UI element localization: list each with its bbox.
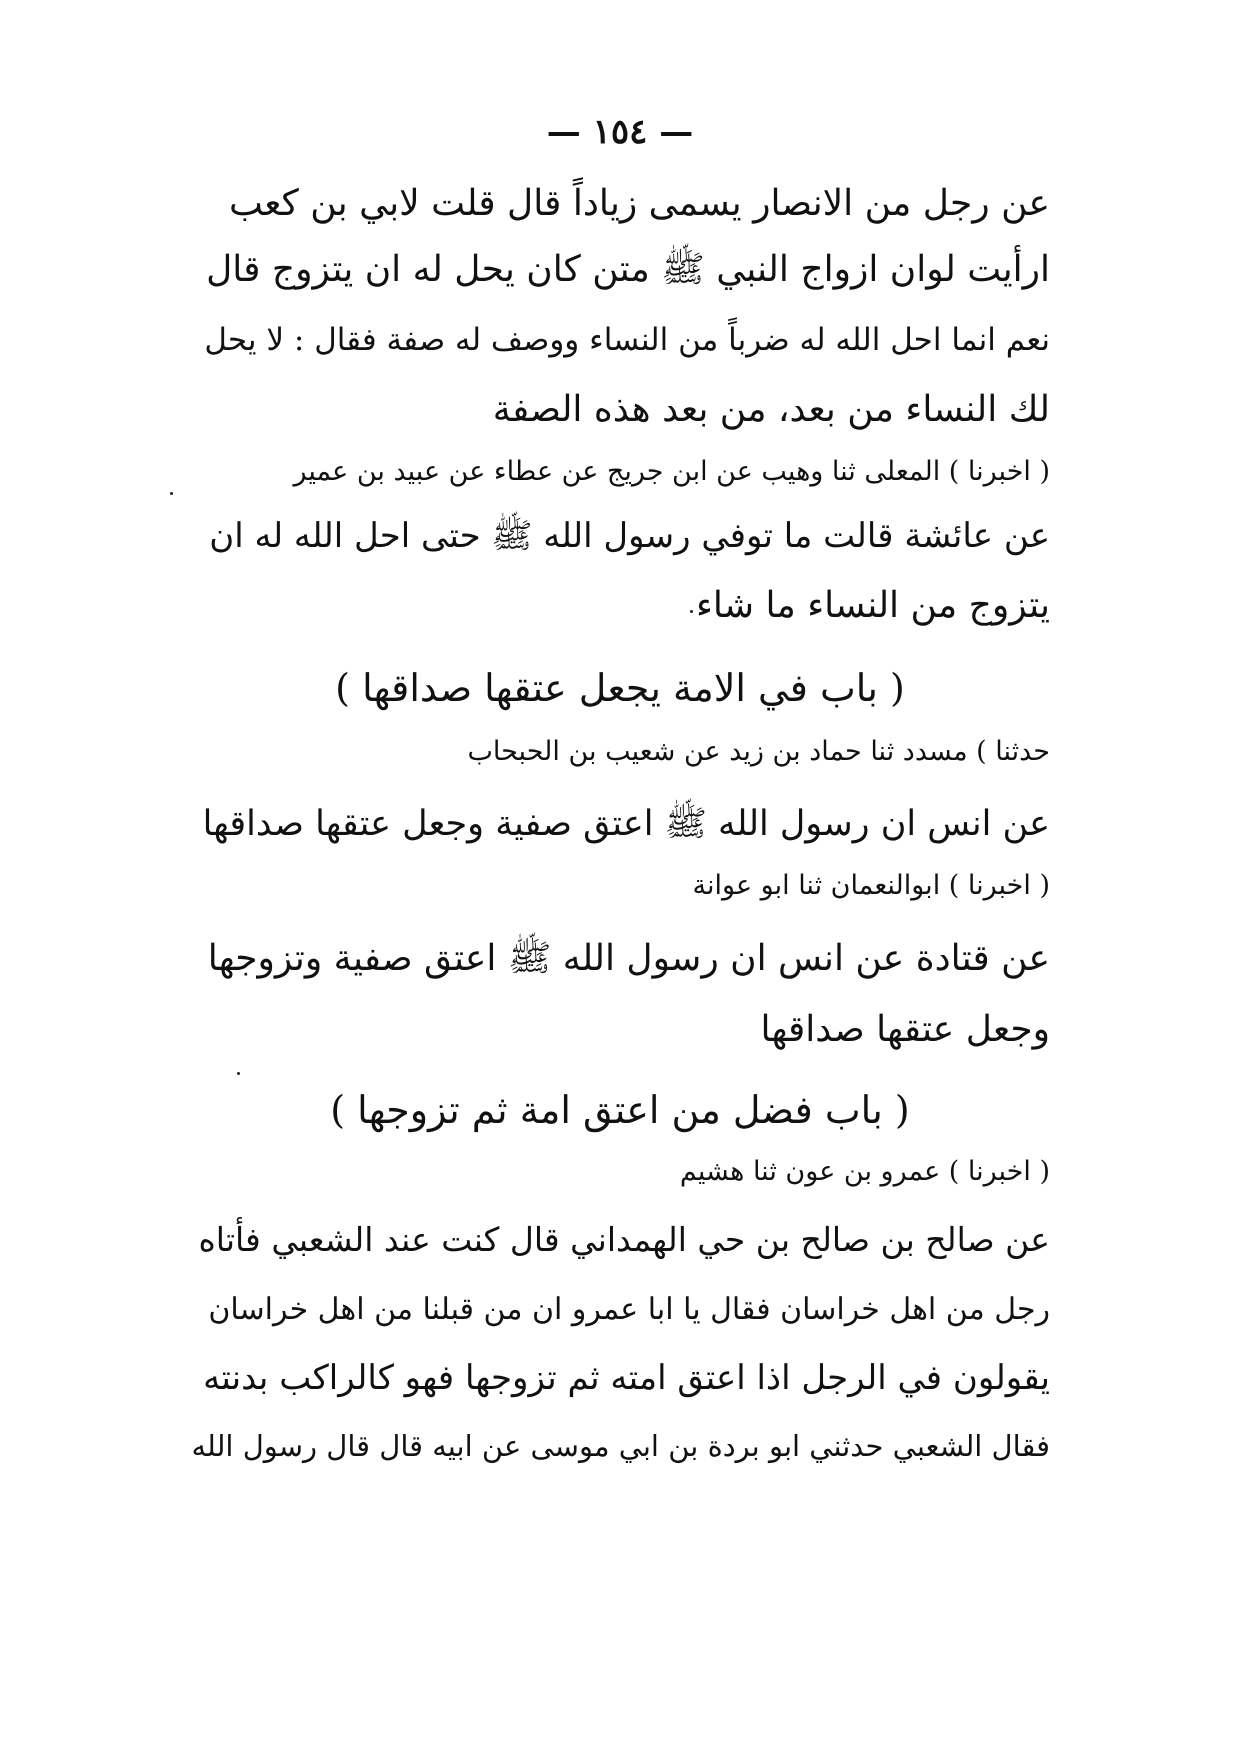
- isnad-line-1: ( اخبرنا ) المعلى ثنا وهيب عن ابن جريج عن عطاء عن عبيد بن عمير: [293, 456, 1050, 487]
- text-line-2: ارأيت لوان ازواج النبي ﷺ متن كان يحل له ان يتزوج قال: [206, 249, 1050, 290]
- text-line-7: عن انس ان رسول الله ﷺ اعتق صفية وجعل عتقها صداقها: [202, 804, 1050, 844]
- text-line-10: عن صالح بن صالح بن حي الهمداني قال كنت عند الشعبي فأتاه: [198, 1220, 1050, 1259]
- isnad-line-3: ( اخبرنا ) ابوالنعمان ثنا ابو عوانة: [692, 870, 1050, 901]
- chapter-heading-1: ( باب في الامة يجعل عتقها صداقها ): [335, 666, 905, 710]
- text-line-11: رجل من اهل خراسان فقال يا ابا عمرو ان من قبلنا من اهل خراسان: [208, 1292, 1050, 1327]
- scan-speck: [170, 492, 173, 495]
- page-number: — ١٥٤ —: [546, 112, 694, 152]
- text-line-8: عن قتادة عن انس ان رسول الله ﷺ اعتق صفية وتزوجها: [207, 938, 1050, 979]
- scan-speck: [690, 610, 693, 613]
- text-line-3: نعم انما احل الله له ضرباً من النساء ووصف له صفة فقال : لا يحل: [204, 322, 1050, 358]
- isnad-line-4: ( اخبرنا ) عمرو بن عون ثنا هشيم: [679, 1156, 1050, 1187]
- text-line-13: فقال الشعبي حدثني ابو بردة بن ابي موسى عن ابيه قال قال رسول الله: [191, 1429, 1050, 1463]
- scan-speck: [237, 1072, 240, 1075]
- chapter-heading-2: ( باب فضل من اعتق امة ثم تزوجها ): [330, 1088, 910, 1132]
- text-line-6: يتزوج من النساء ما شاء: [696, 585, 1050, 626]
- isnad-line-2: حدثنا ) مسدد ثنا حماد بن زيد عن شعيب بن الحبحاب: [467, 736, 1050, 767]
- text-line-9: وجعل عتقها صداقها: [760, 1009, 1050, 1050]
- text-line-5: عن عائشة قالت ما توفي رسول الله ﷺ حتى احل الله له ان: [209, 516, 1050, 556]
- text-line-12: يقولون في الرجل اذا اعتق امته ثم تزوجها فهو كالراكب بدنته: [203, 1358, 1050, 1398]
- text-line-1: عن رجل من الانصار يسمى زياداً قال قلت لابي بن كعب: [228, 183, 1050, 224]
- text-line-4: لك النساء من بعد، من بعد هذه الصفة: [492, 389, 1050, 430]
